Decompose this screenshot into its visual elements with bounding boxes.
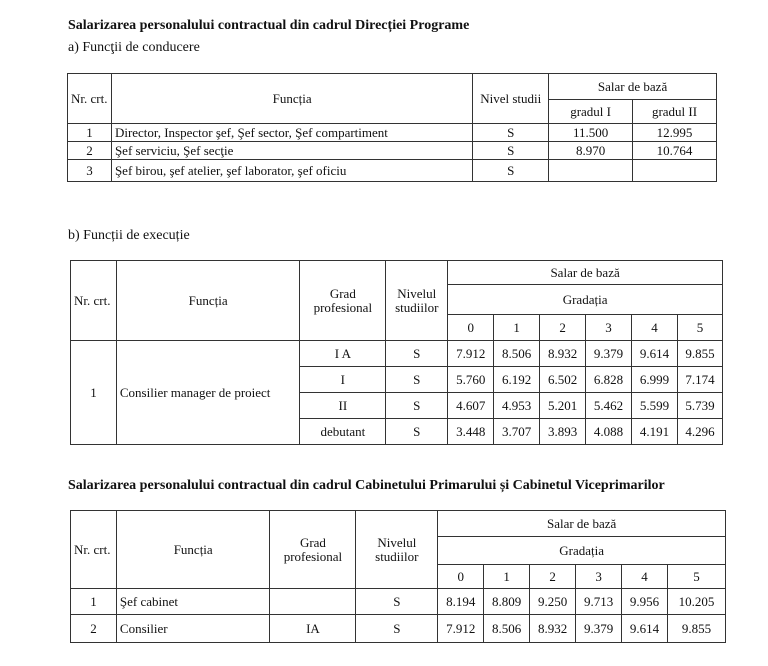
cell-value: 6.828 bbox=[586, 367, 632, 393]
header-gradatia-5: 5 bbox=[677, 315, 722, 341]
cell-value: 7.174 bbox=[677, 367, 722, 393]
header-nivelul-studiilor: Nivelul studiilor bbox=[356, 511, 438, 589]
cell-grad bbox=[270, 589, 356, 615]
header-grad-profesional: Grad profesional bbox=[300, 261, 386, 341]
cell-value: 8.932 bbox=[540, 341, 586, 367]
cell-nivel: S bbox=[473, 124, 549, 142]
cell-value: 8.809 bbox=[484, 589, 530, 615]
cell-nivel: S bbox=[473, 142, 549, 160]
cell-nivel: S bbox=[386, 367, 448, 393]
cell-value: 6.999 bbox=[632, 367, 678, 393]
header-salar-de-baza: Salar de bază bbox=[438, 511, 726, 537]
table-row bbox=[68, 160, 717, 182]
cell-grad: IA bbox=[270, 615, 356, 643]
cell-value: 7.912 bbox=[438, 615, 484, 643]
cell-value: 8.506 bbox=[484, 615, 530, 643]
cell-gradul-2 bbox=[633, 160, 717, 182]
header-gradatia-2: 2 bbox=[540, 315, 586, 341]
header-nr-crt: Nr. crt. bbox=[71, 511, 117, 589]
header-functia: Funcția bbox=[111, 74, 472, 124]
cell-gradul-1: 8.970 bbox=[549, 142, 633, 160]
subsection-title-conducere: a) Funcţii de conducere bbox=[68, 40, 200, 55]
header-gradatia-0: 0 bbox=[438, 565, 484, 589]
header-grad-profesional: Grad profesional bbox=[270, 511, 356, 589]
cell-gradul-2: 12.995 bbox=[633, 124, 717, 142]
cell-nivel: S bbox=[386, 393, 448, 419]
table-functii-conducere bbox=[67, 73, 717, 182]
cell-value: 3.707 bbox=[494, 419, 540, 445]
header-gradatia-5: 5 bbox=[668, 565, 726, 589]
table-functii-executie bbox=[70, 260, 723, 445]
cell-nivel: S bbox=[386, 419, 448, 445]
cell-value: 9.855 bbox=[677, 341, 722, 367]
cell-functia: Director, Inspector şef, Şef sector, Şef compartiment bbox=[111, 124, 472, 142]
cell-value: 5.760 bbox=[448, 367, 494, 393]
cell-value: 5.599 bbox=[632, 393, 678, 419]
cell-value: 8.932 bbox=[530, 615, 576, 643]
header-nivel-studii: Nivel studii bbox=[473, 74, 549, 124]
cell-value: 9.614 bbox=[632, 341, 678, 367]
table-row bbox=[68, 142, 717, 160]
header-salar-de-baza: Salar de bază bbox=[448, 261, 723, 285]
cell-value: 4.607 bbox=[448, 393, 494, 419]
header-gradul-1: gradul I bbox=[549, 100, 633, 124]
cell-value: 6.502 bbox=[540, 367, 586, 393]
cell-functia: Şef birou, şef atelier, şef laborator, şef oficiu bbox=[111, 160, 472, 182]
header-gradul-2: gradul II bbox=[633, 100, 717, 124]
cell-value: 9.855 bbox=[668, 615, 726, 643]
header-gradatia-3: 3 bbox=[586, 315, 632, 341]
cell-value: 9.379 bbox=[576, 615, 622, 643]
cell-value: 9.379 bbox=[586, 341, 632, 367]
cell-nr: 3 bbox=[68, 160, 112, 182]
cell-nivel: S bbox=[356, 615, 438, 643]
table-row bbox=[71, 589, 726, 615]
cell-nr: 2 bbox=[68, 142, 112, 160]
cell-value: 8.506 bbox=[494, 341, 540, 367]
table-row bbox=[71, 341, 723, 367]
header-gradatia: Gradația bbox=[438, 537, 726, 565]
cell-nivel: S bbox=[386, 341, 448, 367]
cell-functia: Şef serviciu, Şef secţie bbox=[111, 142, 472, 160]
subsection-title-executie: b) Funcții de execuție bbox=[68, 228, 190, 243]
header-nr-crt: Nr. crt. bbox=[71, 261, 117, 341]
cell-gradul-2: 10.764 bbox=[633, 142, 717, 160]
cell-value: 5.739 bbox=[677, 393, 722, 419]
table-row bbox=[68, 124, 717, 142]
cell-nivel: S bbox=[356, 589, 438, 615]
cell-gradul-1 bbox=[549, 160, 633, 182]
header-functia: Funcția bbox=[116, 261, 299, 341]
header-salar-de-baza: Salar de bază bbox=[549, 74, 717, 100]
header-gradatia-2: 2 bbox=[530, 565, 576, 589]
cell-value: 9.614 bbox=[622, 615, 668, 643]
table-row bbox=[71, 615, 726, 643]
header-functia: Funcția bbox=[116, 511, 270, 589]
cell-grad: II bbox=[300, 393, 386, 419]
cell-grad: I bbox=[300, 367, 386, 393]
cell-value: 4.191 bbox=[632, 419, 678, 445]
header-gradatia-3: 3 bbox=[576, 565, 622, 589]
header-nr-crt: Nr. crt. bbox=[68, 74, 112, 124]
cell-value: 9.956 bbox=[622, 589, 668, 615]
cell-nr: 2 bbox=[71, 615, 117, 643]
cell-value: 8.194 bbox=[438, 589, 484, 615]
cell-functia: Consilier manager de proiect bbox=[116, 341, 299, 445]
header-gradatia-4: 4 bbox=[622, 565, 668, 589]
cell-value: 5.462 bbox=[586, 393, 632, 419]
cell-nivel: S bbox=[473, 160, 549, 182]
cell-nr: 1 bbox=[68, 124, 112, 142]
cell-nr: 1 bbox=[71, 341, 117, 445]
cell-value: 4.953 bbox=[494, 393, 540, 419]
cell-value: 10.205 bbox=[668, 589, 726, 615]
cell-gradul-1: 11.500 bbox=[549, 124, 633, 142]
cell-functia: Şef cabinet bbox=[116, 589, 270, 615]
cell-functia: Consilier bbox=[116, 615, 270, 643]
section-title-cabinet: Salarizarea personalului contractual din cadrul Cabinetului Primarului și Cabinetul Viceprimarilor bbox=[68, 478, 665, 493]
header-gradatia-1: 1 bbox=[484, 565, 530, 589]
cell-nr: 1 bbox=[71, 589, 117, 615]
cell-value: 7.912 bbox=[448, 341, 494, 367]
header-gradatia-1: 1 bbox=[494, 315, 540, 341]
table-cabinet-primar bbox=[70, 510, 726, 643]
cell-value: 9.250 bbox=[530, 589, 576, 615]
header-gradatia-0: 0 bbox=[448, 315, 494, 341]
section-title-programe: Salarizarea personalului contractual din cadrul Direcției Programe bbox=[68, 18, 470, 33]
cell-value: 3.893 bbox=[540, 419, 586, 445]
cell-value: 4.088 bbox=[586, 419, 632, 445]
cell-value: 3.448 bbox=[448, 419, 494, 445]
header-nivelul-studiilor: Nivelul studiilor bbox=[386, 261, 448, 341]
cell-value: 5.201 bbox=[540, 393, 586, 419]
cell-value: 6.192 bbox=[494, 367, 540, 393]
cell-value: 4.296 bbox=[677, 419, 722, 445]
header-gradatia-4: 4 bbox=[632, 315, 678, 341]
cell-value: 9.713 bbox=[576, 589, 622, 615]
header-gradatia: Gradația bbox=[448, 285, 723, 315]
cell-grad: I A bbox=[300, 341, 386, 367]
cell-grad: debutant bbox=[300, 419, 386, 445]
